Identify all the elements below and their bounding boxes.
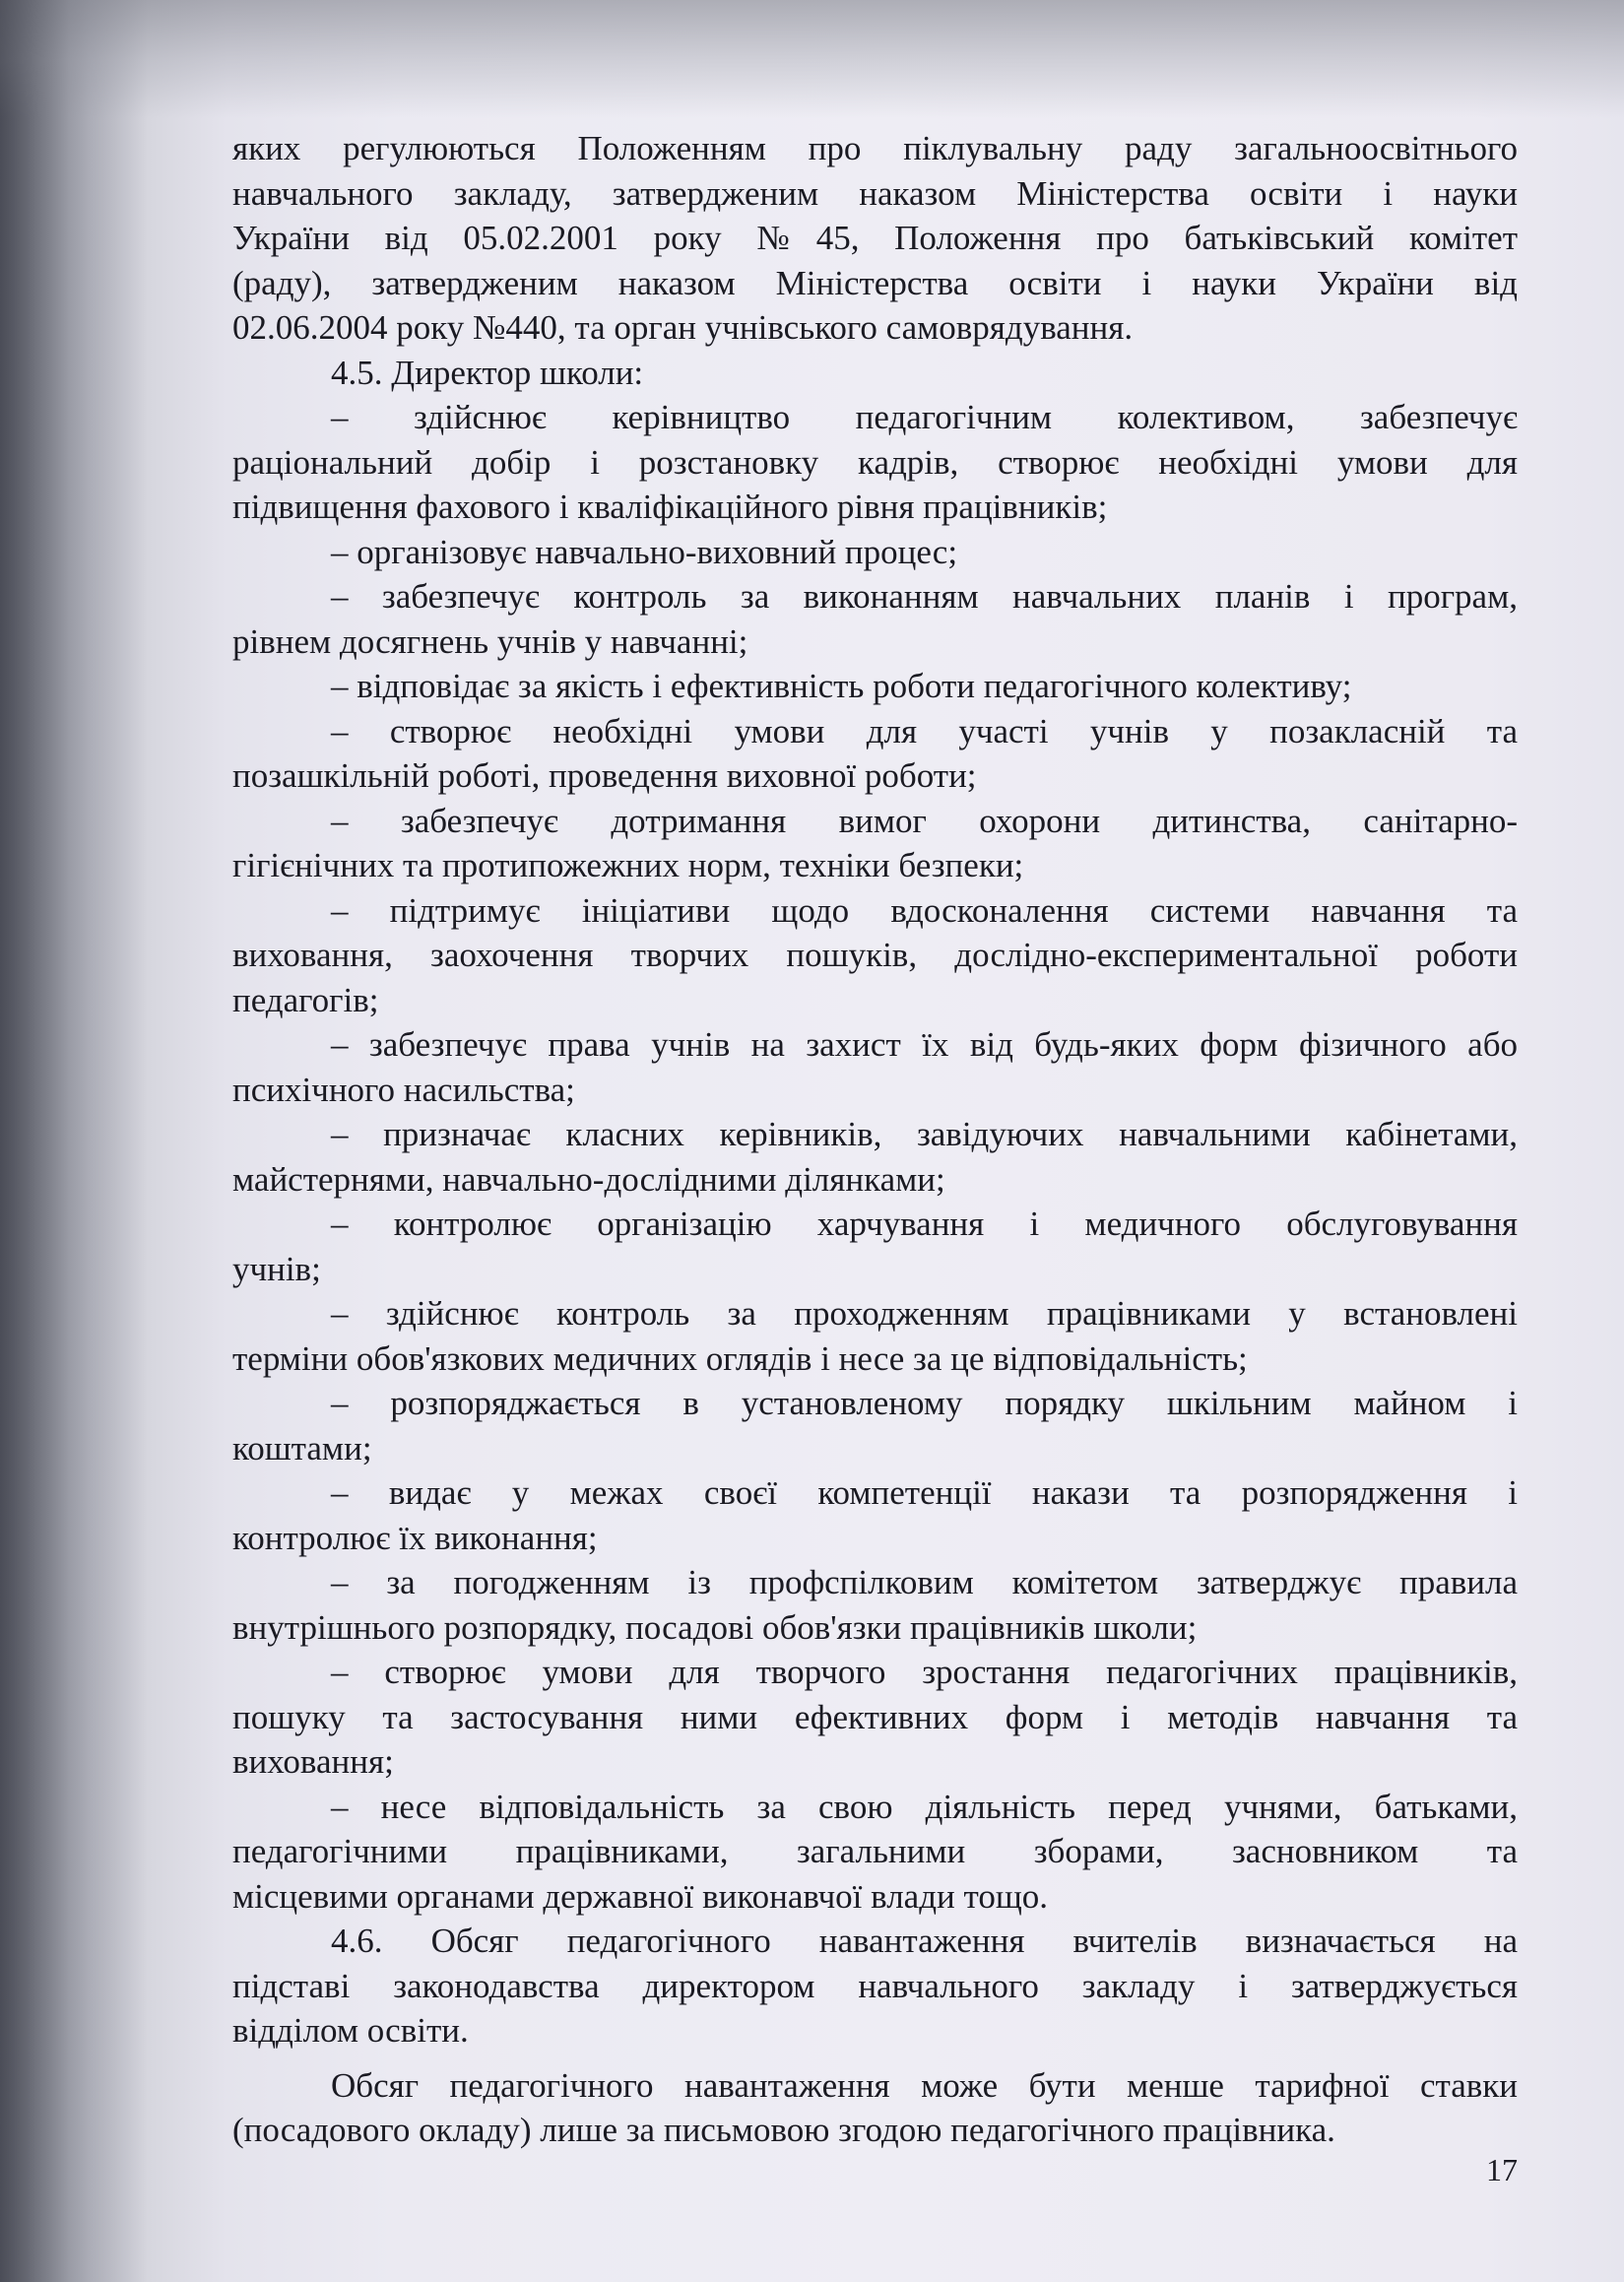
text-line: (посадового окладу) лише за письмовою згодою педагогічного працівника. <box>232 2111 1335 2149</box>
text-line: – відповідає за якість і ефективність роботи педагогічного колективу; <box>331 667 1352 705</box>
text-line: контролює їх виконання; <box>232 1518 598 1557</box>
text-line: рівнем досягнень учнів у навчанні; <box>232 621 748 661</box>
text-line: – розпоряджається в установленому порядку шкільним майном і <box>331 1384 1518 1422</box>
text-line: – здійснює керівництво педагогічним колективом, забезпечує <box>331 398 1518 436</box>
scan-top-shadow <box>0 0 1624 118</box>
text-line: раціональний добір і розстановку кадрів, створює необхідні умови для <box>232 442 1518 482</box>
text-line: – створює умови для творчого зростання педагогічних працівників, <box>331 1653 1518 1691</box>
text-line: – здійснює контроль за проходженням працівниками у встановлені <box>331 1294 1518 1333</box>
text-line: України від 05.02.2001 року №45, Положення про батьківський комітет <box>232 219 1518 257</box>
text-line: – видає у межах своєї компетенції накази та розпорядження і <box>331 1473 1518 1512</box>
text-line: 4.5. Директор школи: <box>331 353 644 392</box>
text-line: – забезпечує права учнів на захист їх від будь-яких форм фізичного або <box>331 1025 1518 1064</box>
text-line: місцевими органами державної виконавчої влади тощо. <box>232 1876 1049 1916</box>
text-line: – забезпечує контроль за виконанням навчальних планів і програм, <box>331 577 1518 616</box>
text-line: внутрішнього розпорядку, посадові обов'язки працівників школи; <box>232 1607 1198 1647</box>
text-line: – за погодженням із профспілковим комітетом затверджує правила <box>331 1563 1518 1601</box>
text-line: підставі законодавства директором навчального закладу і затверджується <box>232 1966 1518 2005</box>
text-line: терміни обов'язкових медичних оглядів і несе за це відповідальність; <box>232 1338 1248 1378</box>
text-line: позашкільній роботі, проведення виховної роботи; <box>232 756 977 795</box>
text-line: учнів; <box>232 1249 321 1288</box>
text-line: навчального закладу, затвердженим наказом Міністерства освіти і науки <box>232 173 1518 213</box>
text-line: – несе відповідальність за свою діяльність перед учнями, батьками, <box>331 1787 1518 1826</box>
text-line: (раду), затвердженим наказом Міністерства освіти і науки України від <box>232 263 1518 302</box>
scan-binding-shadow <box>0 0 148 2282</box>
text-line: психічного насильства; <box>232 1070 575 1109</box>
text-line: яких регулюються Положенням про піклувальну раду загальноосвітнього <box>232 129 1518 167</box>
text-line: 4.6. Обсяг педагогічного навантаження вчителів визначається на <box>331 1922 1518 1960</box>
text-line: – призначає класних керівників, завідуючих навчальними кабінетами, <box>331 1115 1518 1153</box>
text-line: 02.06.2004 року №440, та орган учнівського самоврядування. <box>232 308 1134 347</box>
text-line: – підтримує ініціативи щодо вдосконалення системи навчання та <box>331 890 1518 930</box>
text-line: підвищення фахового і кваліфікаційного рівня працівників; <box>232 488 1108 526</box>
page-number: 17 <box>1486 2152 1518 2187</box>
text-line: педагогів; <box>232 980 379 1019</box>
text-line: – організовує навчально-виховний процес; <box>331 532 958 571</box>
text-line: – забезпечує дотримання вимог охорони дитинства, санітарно- <box>331 801 1518 840</box>
text-line: виховання, заохочення творчих пошуків, дослідно-експериментальної роботи <box>232 936 1518 974</box>
text-line: – контролює організацію харчування і медичного обслуговування <box>331 1205 1518 1243</box>
text-line: коштами; <box>232 1428 372 1467</box>
text-line: майстернями, навчально-дослідними ділянками; <box>232 1159 945 1199</box>
text-line: Обсяг педагогічного навантаження може бути менше тарифної ставки <box>331 2065 1518 2105</box>
text-line: виховання; <box>232 1742 394 1781</box>
text-line: пошуку та застосування ними ефективних форм і методів навчання та <box>232 1697 1518 1736</box>
text-line: гігієнічних та протипожежних норм, техніки безпеки; <box>232 846 1024 884</box>
text-line: відділом освіти. <box>232 2011 469 2050</box>
text-line: педагогічними працівниками, загальними зборами, засновником та <box>232 1832 1518 1870</box>
body-text <box>232 126 1518 2153</box>
text-line: – створює необхідні умови для участі учнів у позакласній та <box>331 711 1518 750</box>
